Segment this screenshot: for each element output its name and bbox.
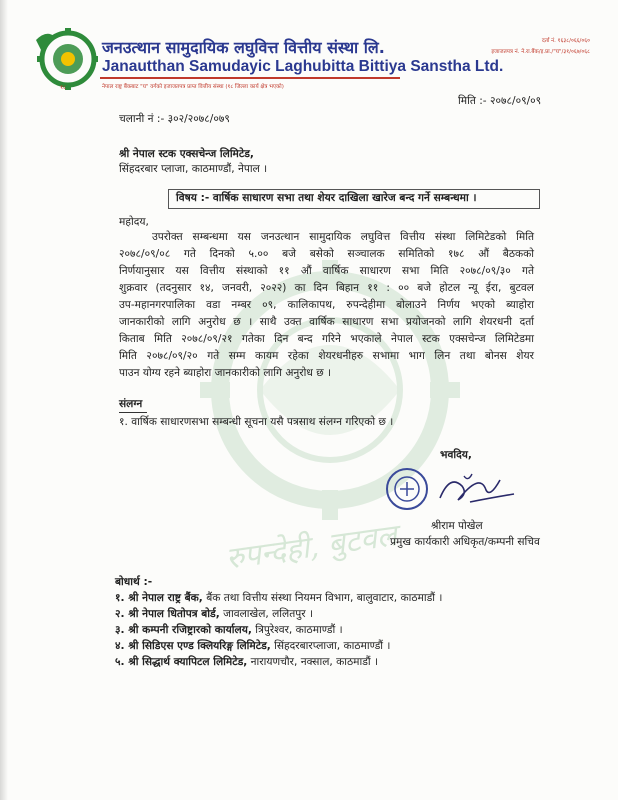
letter-date: मिति :- २०७८/०९/०९ bbox=[458, 95, 542, 107]
body-line: मिति २०७८/०९/२० गते सम्म कायम रहेका शेयरधनीहरु सभामा भाग लिन तथा बोनस शेयर bbox=[119, 350, 534, 362]
body-line: पाउन योग्य रहने ब्याहोरा जानकारीको लागि अनुरोध छ । bbox=[119, 367, 332, 379]
handwritten-signature-icon bbox=[410, 468, 520, 508]
recipient-address: सिंहदरबार प्लाजा, काठमाण्डौं, नेपाल । bbox=[119, 163, 268, 175]
enclosure-heading: संलग्न bbox=[119, 398, 143, 410]
svg-text:१८: १८ bbox=[60, 84, 67, 91]
signer-name: श्रीराम पोखेल bbox=[431, 520, 483, 532]
enclosure-heading-underline bbox=[119, 412, 147, 413]
body-line: निर्णयानुसार यस वित्तीय संस्थाको ११ औं वार्षिक साधारण सभा मिति २०७८/०९/३० गते bbox=[119, 265, 534, 277]
body-line: किताब मिति २०७८/०९/२१ गतेका दिन बन्द गरिने भएकाले नेपाल स्टक एक्सचेन्ज लिमिटेडमा bbox=[119, 333, 534, 345]
organization-name-nepali: जनउत्थान सामुदायिक लघुवित्त वित्तीय संस्था लि. bbox=[102, 38, 385, 57]
recipient-name: श्री नेपाल स्टक एक्सचेन्ज लिमिटेड, bbox=[119, 148, 254, 160]
signer-title: प्रमुख कार्यकारी अधिकृत/कम्पनी सचिव bbox=[390, 536, 540, 548]
body-line: शुक्रवार (तदनुसार १४, जनवरी, २०२२) का दिन बिहान ११ : ०० बजे होटल न्यू ईरा, बुटवल bbox=[119, 282, 534, 294]
watermark-text: रुपन्देही, बुटवल bbox=[223, 518, 400, 577]
cc-item: २. श्री नेपाल धितोपत्र बोर्ड, जावलाखेल, ललितपुर । bbox=[115, 608, 314, 620]
organization-logo-icon bbox=[32, 26, 98, 92]
organization-name-english: Janautthan Samudayic Laghubitta Bittiya Sanstha Ltd. bbox=[102, 58, 504, 75]
body-line: उप-महानगरपालिका वडा नम्बर ०९, कालिकापथ, रुपन्देहीमा बोलाउने निर्णय भएको ब्याहोरा bbox=[119, 299, 534, 311]
cc-item: ३. श्री कम्पनी रजिष्ट्रारको कार्यालय, त्रिपुरेश्वर, काठमाण्डौं । bbox=[115, 624, 343, 636]
cc-item: १. श्री नेपाल राष्ट्र बैंक, बैंक तथा वित्तीय संस्था नियमन विभाग, बालुवाटार, काठमाडौं । bbox=[115, 592, 443, 604]
body-line: उपरोक्त सम्बन्धमा यस जनउत्थान सामुदायिक लघुवित्त वित्तीय संस्था लिमिटेडको मिति bbox=[152, 231, 534, 243]
reference-number: चलानी नं :- ३०२/२०७८/०७९ bbox=[119, 113, 230, 125]
cc-item: ४. श्री सिडिएस एण्ड क्लियरिङ्ग लिमिटेड, सिंहदरबारप्लाजा, काठमाण्डौं । bbox=[115, 640, 391, 652]
salutation: महोदय, bbox=[119, 216, 149, 228]
body-line: जानकारीको लागि अनुरोध छ । साथै उक्त वार्षिक साधारण सभा प्रयोजनको लागि शेयरधनी दर्ता bbox=[119, 316, 534, 328]
page-edge-shadow bbox=[0, 0, 8, 800]
body-line: २०७८/०९/०८ गते दिनको ५.०० बजे बसेको सञ्चालक समितिको १७८ औं बैठकको bbox=[119, 248, 534, 260]
registration-number: दर्ता नं. १६३८/०६६/०६० bbox=[541, 38, 590, 44]
subject-line: विषय :- वार्षिक साधारण सभा तथा शेयर दाखिला खारेज बन्द गर्ने सम्बन्धमा । bbox=[176, 192, 477, 204]
organization-tagline: नेपाल राष्ट्र बैंकबाट "घ" वर्गको इजाजतपत्र प्राप्त वित्तीय संस्था (१८ जिल्ला कार्य क्षेत्र भएको) bbox=[102, 84, 284, 90]
cc-heading: बोधार्थ :- bbox=[115, 576, 153, 588]
letterhead-divider bbox=[100, 77, 400, 79]
closing: भवदिय, bbox=[440, 449, 472, 461]
enclosure-item: १. वार्षिक साधारणसभा सम्बन्धी सूचना यसै पत्रसाथ संलग्न गरिएको छ । bbox=[119, 416, 394, 428]
cc-item: ५. श्री सिद्धार्थ क्यापिटल लिमिटेड, नारायणचौर, नक्साल, काठमाडौं । bbox=[115, 656, 379, 668]
license-number: इजाजतपत्र नं. ने.रा.बैंक/इ.प्रा./"घ"/३१/०६७/०६८ bbox=[491, 49, 590, 55]
